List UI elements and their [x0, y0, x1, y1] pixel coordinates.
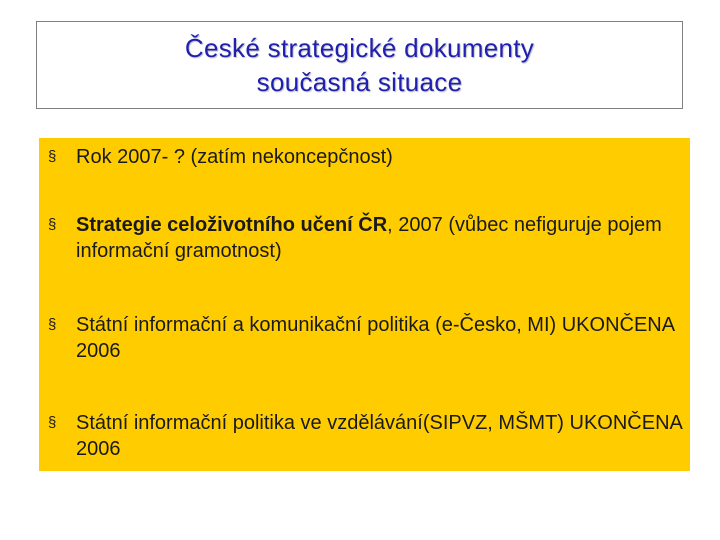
slide-title-box: [36, 21, 683, 109]
bullet-rest-text: , 2007 (vůbec nefiguruje pojem informační gramotnost): [76, 214, 662, 262]
slide-title: České strategické dokumenty: [184, 33, 535, 63]
content-panel: [39, 138, 690, 471]
bullet-text: Rok 2007- ? (zatím nekoncepčnost): [76, 146, 393, 168]
square-bullet-icon: §: [48, 216, 57, 233]
slide-subtitle: současná situace: [256, 67, 463, 97]
square-bullet-icon: §: [48, 148, 57, 165]
bullet-text: [76, 212, 686, 264]
bullet-text: Státní informační politika ve vzdělávání(SIPVZ, MŠMT) UKONČENA 2006: [76, 412, 682, 460]
square-bullet-icon: §: [48, 316, 57, 333]
square-bullet-icon: §: [48, 414, 57, 431]
bullet-bold-text: Strategie celoživotního učení ČR: [76, 214, 388, 236]
bullet-text: Státní informační a komunikační politika (e-Česko, MI) UKONČENA 2006: [76, 314, 674, 362]
